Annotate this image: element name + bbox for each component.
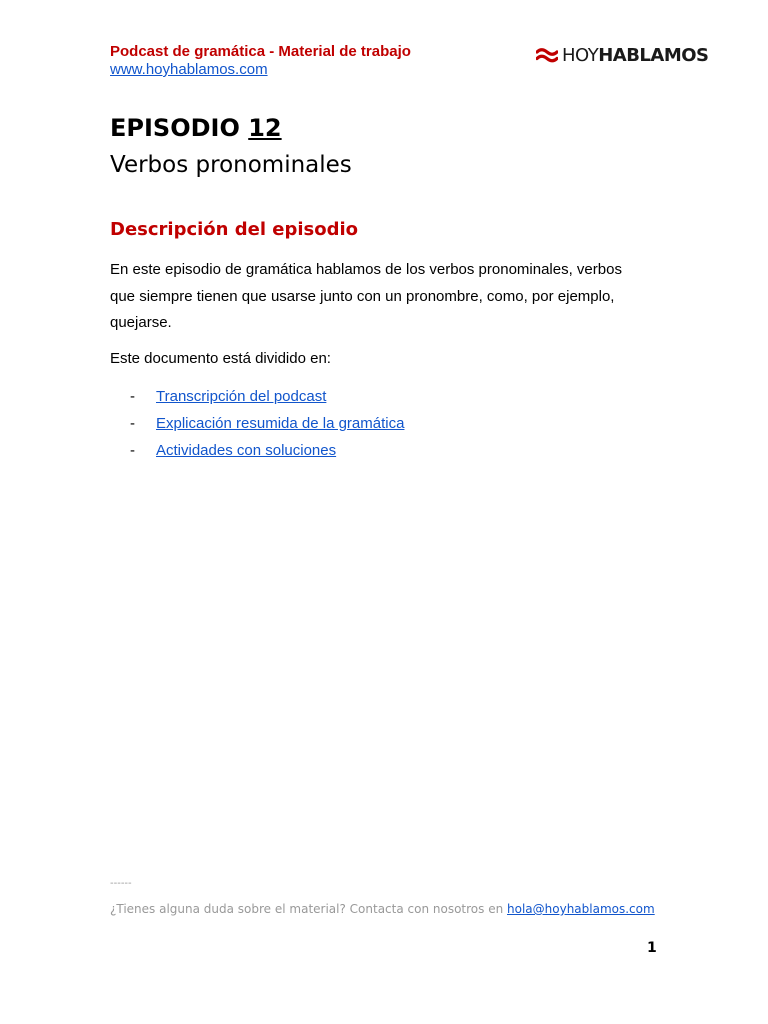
toc-link-grammar-summary[interactable]: Explicación resumida de la gramática [156, 415, 405, 432]
episode-label: EPISODIO [110, 114, 240, 142]
description-line: que siempre tienen que usarse junto con un pronombre, como, por ejemplo, [110, 287, 615, 305]
toc-item-grammar-summary [130, 414, 404, 441]
footer-note-text: ¿Tienes alguna duda sobre el material? Contacta con nosotros en [110, 902, 508, 916]
toc-item-activities [130, 441, 404, 468]
episode-subtitle: Verbos pronominales [110, 152, 352, 178]
episode-title [110, 114, 282, 142]
logo-text-bold: HABLAMOS [598, 44, 709, 66]
footer-note [110, 902, 655, 916]
description-text [110, 257, 650, 337]
hoyhablamos-logo [536, 43, 709, 67]
description-heading: Descripción del episodio [110, 219, 359, 240]
toc-link-activities[interactable]: Actividades con soluciones [156, 442, 337, 459]
logo-text [562, 45, 709, 66]
footer-separator: ------ [110, 878, 132, 889]
episode-number: 12 [248, 114, 282, 142]
logo-text-light: HOY [562, 44, 599, 66]
table-of-contents [130, 387, 404, 468]
contact-email-link[interactable]: hola@hoyhablamos.com [507, 902, 655, 916]
page-number: 1 [647, 940, 657, 956]
header-website-link[interactable]: www.hoyhablamos.com [110, 61, 268, 78]
double-wave-icon [536, 47, 558, 63]
header-title: Podcast de gramática - Material de trabajo [110, 43, 411, 60]
list-dash: - [130, 388, 135, 405]
list-dash: - [130, 415, 135, 432]
description-line: En este episodio de gramática hablamos de los verbos pronominales, verbos [110, 261, 622, 278]
toc-link-transcription[interactable]: Transcripción del podcast [156, 388, 327, 405]
divided-intro: Este documento está dividido en: [110, 350, 331, 367]
list-dash: - [130, 442, 135, 459]
toc-item-transcription [130, 387, 404, 414]
description-line: quejarse. [110, 314, 172, 331]
